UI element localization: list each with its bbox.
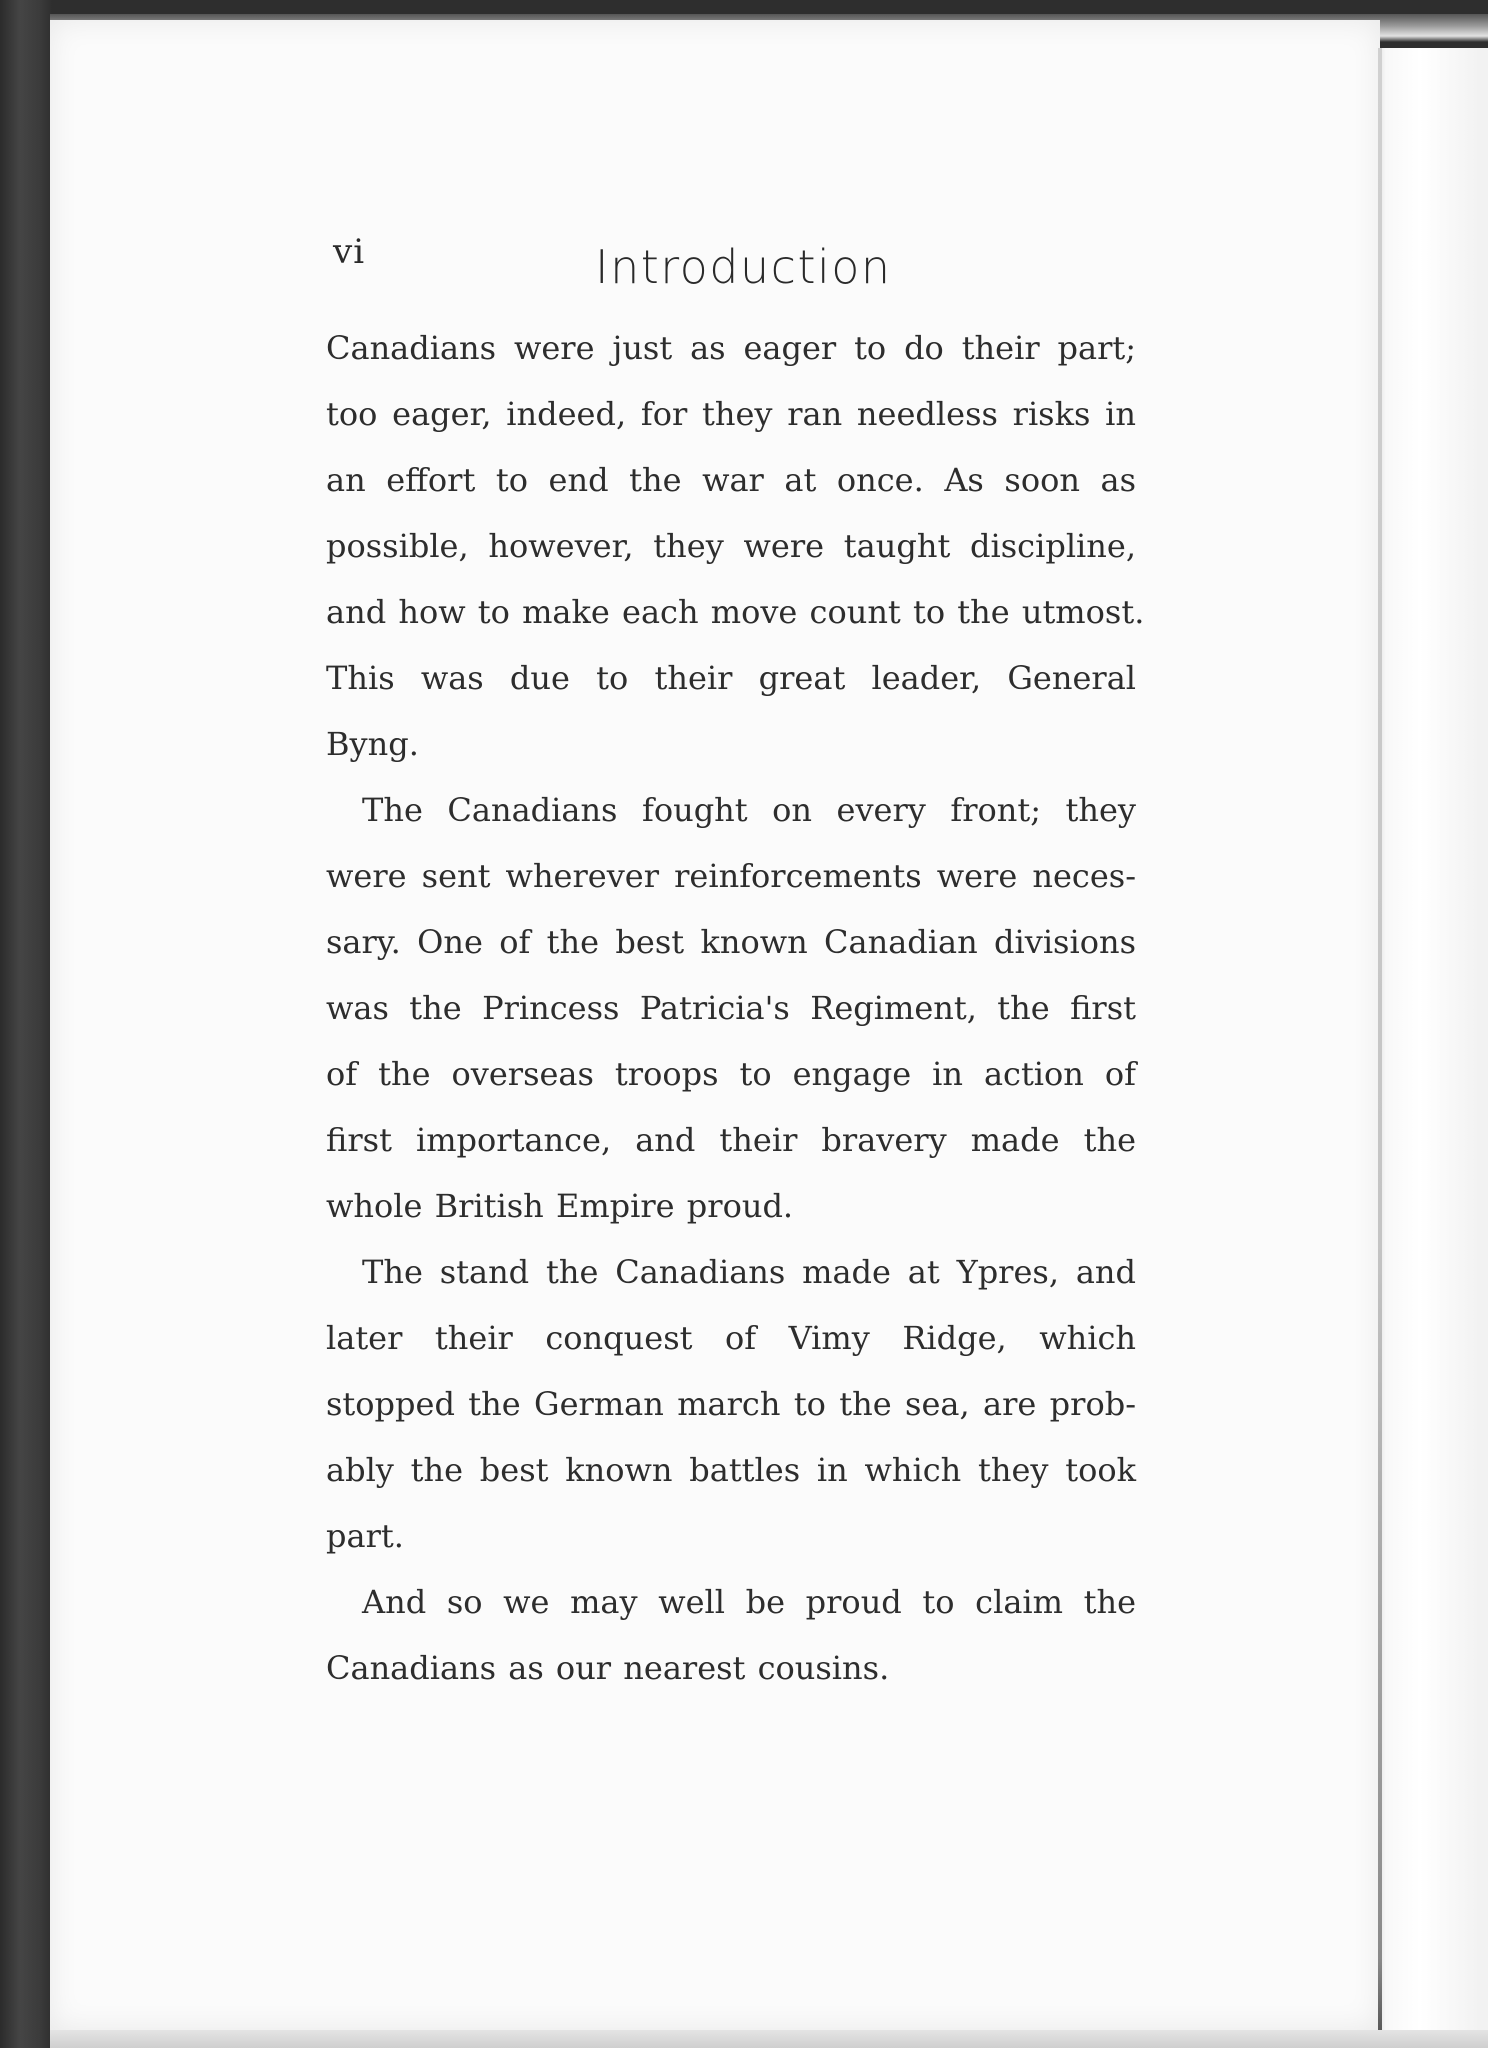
gutter-line xyxy=(1378,48,1382,2038)
page-number: vi xyxy=(333,232,366,272)
text-line: and how to make each move count to the utmost. xyxy=(326,593,1145,631)
paragraph-4 xyxy=(326,1569,1136,1701)
text-line: was the Princess Patricia's Regiment, the first xyxy=(326,989,1136,1027)
text-line: Canadians as our nearest cousins. xyxy=(326,1649,890,1687)
text-line: an effort to end the war at once. As soon as xyxy=(326,461,1136,499)
text-line: possible, however, they were taught discipline, xyxy=(326,527,1136,565)
body-text xyxy=(326,315,1145,1701)
text-line: The Canadians fought on every front; they xyxy=(362,791,1136,829)
text-line: part. xyxy=(326,1517,404,1555)
bottom-edge xyxy=(50,2030,1488,2048)
facing-page-edge xyxy=(1380,48,1488,2033)
text-line: Byng. xyxy=(326,725,419,763)
text-line: ably the best known battles in which they took xyxy=(326,1451,1136,1489)
text-line: sary. One of the best known Canadian divisions xyxy=(326,923,1136,961)
text-line: stopped the German march to the sea, are prob- xyxy=(326,1385,1136,1423)
paragraph-1 xyxy=(326,315,1145,777)
text-line: This was due to their great leader, General xyxy=(326,659,1136,697)
text-line: too eager, indeed, for they ran needless risks in xyxy=(326,395,1136,433)
text-line: The stand the Canadians made at Ypres, and xyxy=(362,1253,1136,1291)
text-line: later their conquest of Vimy Ridge, which xyxy=(326,1319,1136,1357)
paragraph-2 xyxy=(326,777,1136,1239)
running-head: Introduction xyxy=(595,240,892,294)
text-line: And so we may well be proud to claim the xyxy=(362,1583,1136,1621)
text-line: whole British Empire proud. xyxy=(326,1187,794,1225)
text-line: Canadians were just as eager to do their part; xyxy=(326,329,1136,367)
text-line: of the overseas troops to engage in action of xyxy=(326,1055,1136,1093)
text-line: first importance, and their bravery made the xyxy=(326,1121,1136,1159)
paragraph-3 xyxy=(326,1239,1136,1569)
text-line: were sent wherever reinforcements were neces- xyxy=(326,857,1136,895)
